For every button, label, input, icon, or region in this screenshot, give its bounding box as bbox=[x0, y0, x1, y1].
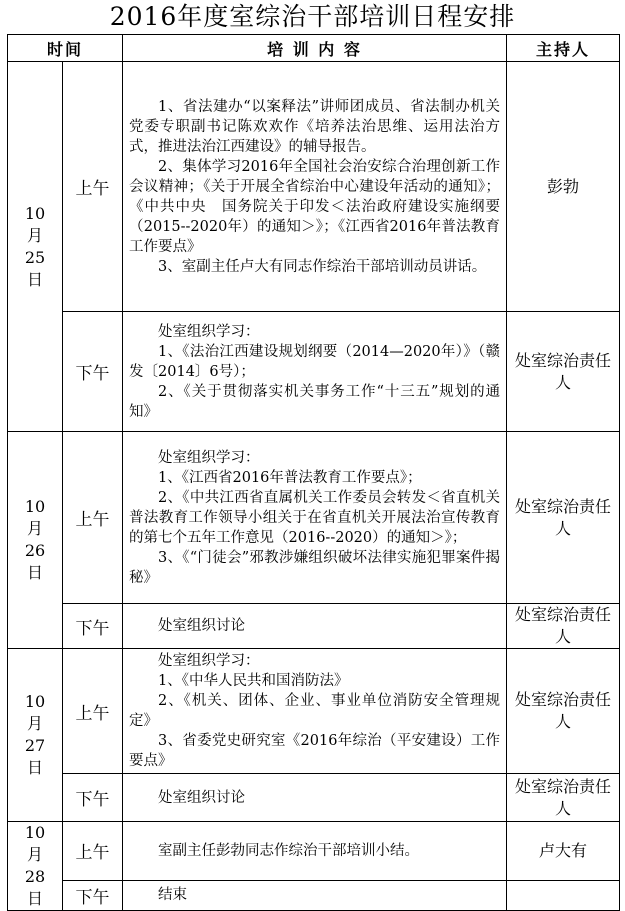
date-cell: 10 月 27 日 bbox=[8, 649, 63, 822]
session-row bbox=[8, 649, 620, 774]
date-cell: 10 月 28 日 bbox=[8, 822, 63, 911]
content-cell: 处室组织学习： 1、《法治江西建设规划纲要（2014—2020年）》（赣发〔2014〕6号）； 2、《关于贯彻落实机关事务工作“十三五”规划的通知》 bbox=[123, 312, 507, 432]
header-host: 主持人 bbox=[507, 35, 620, 62]
session-row bbox=[8, 62, 620, 312]
session-row bbox=[8, 604, 620, 649]
content-cell: 处室组织讨论 bbox=[123, 604, 507, 649]
header-time: 时间 bbox=[8, 35, 123, 62]
host-cell: 彭勃 bbox=[507, 62, 620, 312]
period-cell: 下午 bbox=[63, 880, 123, 910]
content-cell: 结束 bbox=[123, 880, 507, 910]
host-cell: 处室综治责任人 bbox=[507, 774, 620, 822]
date-cell: 10 月 25 日 bbox=[8, 62, 63, 432]
session-row bbox=[8, 312, 620, 432]
host-cell bbox=[507, 880, 620, 910]
host-cell: 处室综治责任人 bbox=[507, 312, 620, 432]
content-cell: 处室组织讨论 bbox=[123, 774, 507, 822]
content-cell: 室副主任彭勃同志作综治干部培训小结。 bbox=[123, 822, 507, 881]
host-cell: 卢大有 bbox=[507, 822, 620, 881]
page-title: 2016年度室综治干部培训日程安排 bbox=[109, 2, 516, 31]
host-cell: 处室综治责任人 bbox=[507, 649, 620, 774]
content-cell: 处室组织学习： 1、《中华人民共和国消防法》 2、《机关、团体、企业、事业单位消防安全管理规定》 3、省委党史研究室《2016年综治（平安建设）工作要点》 bbox=[123, 649, 507, 774]
content-cell: 处室组织学习： 1、《江西省2016年普法教育工作要点》； 2、《中共江西省直属机关工作委员会转发＜省直机关普法教育工作领导小组关于在省直机关开展法治宣传教育的第七个五年工作意见（2016--2020）的通知＞》； 3、《“门徒会”邪教涉嫌组织破坏法律实施犯罪案件揭秘》 bbox=[123, 432, 507, 604]
content-cell: 1、省法建办“以案释法”讲师团成员、省法制办机关党委专职副书记陈欢欢作《培养法治思维、运用法治方式，推进法治江西建设》的辅导报告。 2、集体学习2016年全国社会治安综合治理创新工作会议精神；《关于开展全省综治中心建设年活动的通知》；《中共中央 国务院关于印发＜法治政府建设实施纲要（2015--2020年）的通知＞》；《江西省2016年普法教育工作要点》 3、室副主任卢大有同志作综治干部培训动员讲话。 bbox=[123, 62, 507, 312]
session-row bbox=[8, 774, 620, 822]
period-cell: 上午 bbox=[63, 649, 123, 774]
period-cell: 上午 bbox=[63, 62, 123, 312]
period-cell: 上午 bbox=[63, 432, 123, 604]
session-row bbox=[8, 432, 620, 604]
host-cell: 处室综治责任人 bbox=[507, 604, 620, 649]
period-cell: 下午 bbox=[63, 604, 123, 649]
header-content: 培 训 内 容 bbox=[123, 35, 507, 62]
period-cell: 下午 bbox=[63, 312, 123, 432]
date-cell: 10 月 26 日 bbox=[8, 432, 63, 649]
host-cell: 处室综治责任人 bbox=[507, 432, 620, 604]
schedule-table bbox=[7, 34, 620, 911]
header-row bbox=[8, 35, 620, 62]
period-cell: 上午 bbox=[63, 822, 123, 881]
session-row bbox=[8, 822, 620, 881]
period-cell: 下午 bbox=[63, 774, 123, 822]
session-row bbox=[8, 880, 620, 910]
